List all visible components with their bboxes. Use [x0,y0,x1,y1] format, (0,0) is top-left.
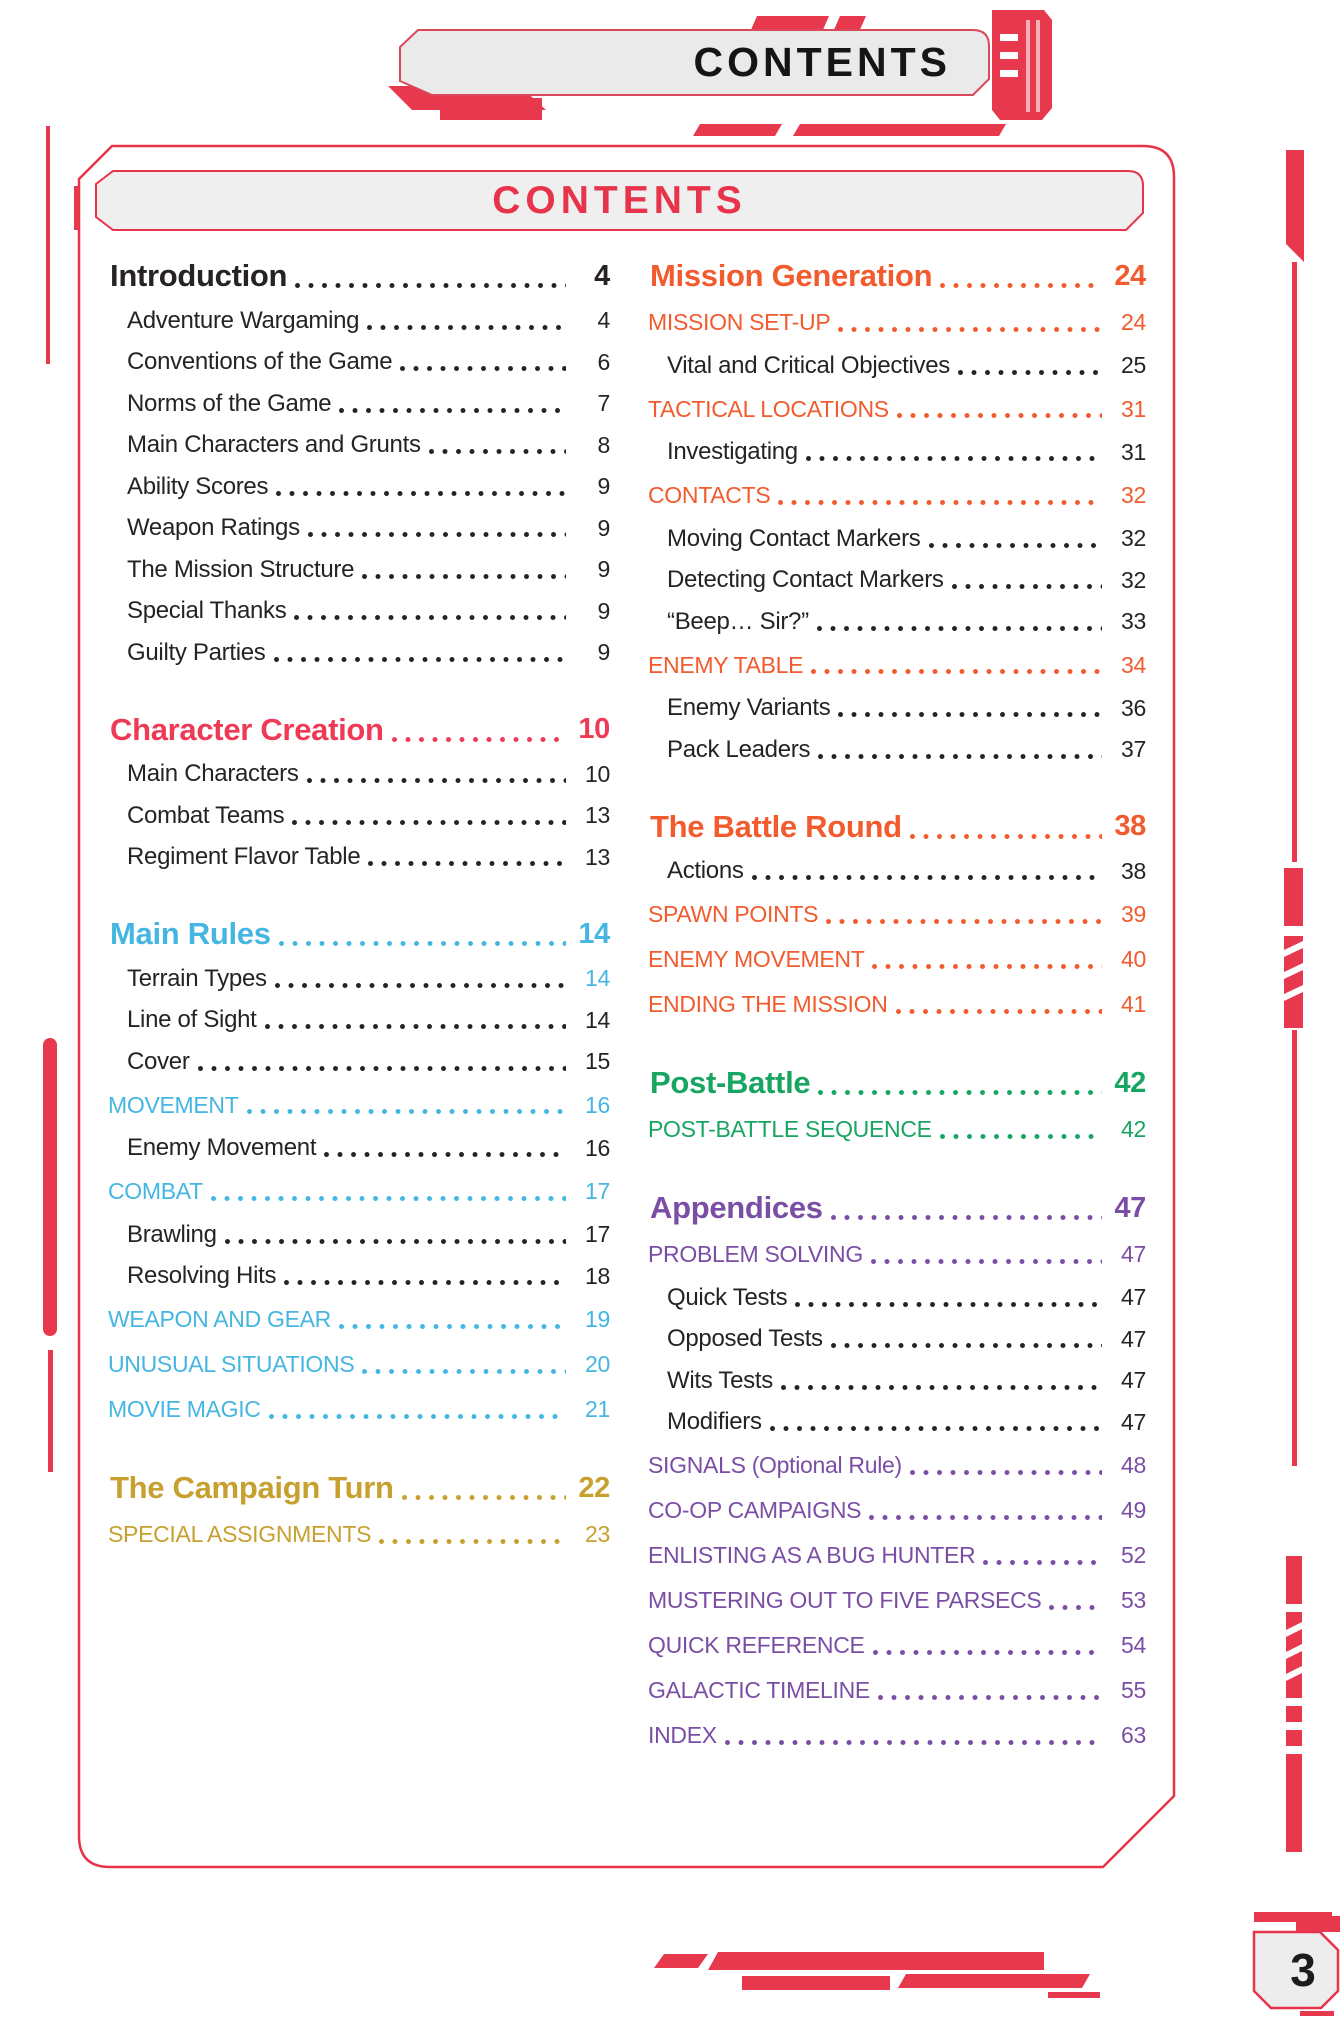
toc-entry-label: Character Creation [110,711,384,747]
toc-entry-page: 9 [597,473,610,500]
toc-entry [108,591,610,633]
toc-entry-label: SPAWN POINTS [648,901,819,927]
toc-entry-label: Introduction [110,258,288,293]
dot-leader [897,413,1102,418]
toc-entry-label: Line of Sight [127,1006,257,1034]
toc-entry-label: TACTICAL LOCATIONS [648,395,889,422]
toc-section [108,910,610,1432]
toc-entry-label: Norms of the Game [127,389,332,417]
toc-entry-label: Appendices [650,1190,823,1225]
dot-leader [873,1650,1102,1655]
toc-entry-page: 63 [1121,1722,1146,1748]
toc-section-header [648,1059,1146,1107]
toc-entry-page: 47 [1114,1191,1146,1224]
toc-entry-page: 31 [1121,438,1146,465]
toc-entry-label: Moving Contact Markers [667,524,921,552]
toc-entry [648,1668,1146,1713]
dot-leader [872,964,1102,969]
toc-section [648,803,1146,1028]
toc-entry-page: 4 [594,259,610,292]
toc-entry [648,892,1146,937]
toc-entry-label: The Battle Round [650,808,902,844]
toc-entry [648,473,1146,518]
dot-leader [806,456,1102,461]
toc-entry-label: The Mission Structure [127,555,355,583]
toc-entry [108,795,610,837]
toc-entry-label: Opposed Tests [667,1325,823,1353]
toc-entry-label: Modifiers [667,1408,762,1436]
toc-entry-label: SPECIAL ASSIGNMENTS [108,1521,372,1547]
toc-entry-page: 18 [585,1262,610,1289]
toc-entry-label: Wits Tests [667,1366,773,1394]
toc-entry-label: Brawling [127,1220,217,1248]
toc-entry [648,1713,1146,1758]
toc-entry-page: 32 [1121,525,1146,552]
toc-entry-label: Cover [127,1047,190,1075]
dot-leader [983,1560,1102,1565]
toc-entry-page: 22 [578,1471,610,1504]
toc-entry [108,632,610,674]
toc-section-header [648,1184,1146,1232]
toc-entry-page: 10 [578,713,610,745]
toc-left-column [108,252,610,1557]
toc-entry [648,1443,1146,1488]
toc-entry [648,1402,1146,1444]
dot-leader [362,1369,566,1374]
toc-entry-page: 6 [597,348,610,375]
toc-entry-page: 47 [1121,1408,1146,1435]
toc-entry-label: Enemy Movement [127,1134,317,1162]
toc-entry-page: 10 [585,760,610,787]
toc-entry-label: Mission Generation [650,258,933,293]
dot-leader [869,1515,1102,1520]
toc-entry [648,1319,1146,1361]
toc-entry-label: POST-BATTLE SEQUENCE [648,1116,932,1142]
dot-leader [295,283,566,288]
toc-section-header [108,1464,610,1512]
toc-entry-label: Regiment Flavor Table [127,843,361,871]
toc-entry [108,300,610,342]
dot-leader [725,1740,1102,1745]
toc-section-header [108,910,610,958]
toc-entry-page: 55 [1121,1677,1146,1703]
toc-entry-label: Guilty Parties [127,638,266,666]
toc-entry-label: PROBLEM SOLVING [648,1241,863,1267]
dot-leader [392,737,566,742]
toc-entry-page: 14 [578,917,610,950]
toc-entry-label: COMBAT [108,1178,203,1204]
dot-leader [198,1066,566,1071]
contents-title: CONTENTS [492,178,747,222]
toc-entry-page: 36 [1121,694,1146,721]
dot-leader [294,615,566,620]
toc-entry-page: 38 [1121,857,1146,884]
toc-entry [108,1214,610,1256]
toc-entry [648,729,1146,771]
toc-entry-page: 25 [1121,352,1146,379]
toc-section-header [648,252,1146,300]
dot-leader [770,1426,1102,1431]
toc-entry-label: Pack Leaders [667,735,811,763]
toc-entry-page: 42 [1121,1116,1146,1142]
dot-leader [367,325,566,330]
toc-entry-label: ENLISTING AS A BUG HUNTER [648,1542,976,1568]
toc-entry [648,1107,1146,1152]
dot-leader [838,712,1102,717]
dot-leader [284,1280,566,1285]
toc-entry [108,754,610,796]
toc-entry-label: Special Thanks [127,597,287,625]
toc-entry-page: 54 [1121,1632,1146,1658]
dot-leader [1049,1605,1102,1610]
toc-entry-label: The Campaign Turn [110,1470,394,1505]
toc-section-header [108,252,610,300]
toc-section-header [648,803,1146,851]
dot-leader [339,408,566,413]
dot-leader [818,754,1102,759]
toc-entry-page: 32 [1121,566,1146,593]
toc-entry-label: MUSTERING OUT TO FIVE PARSECS [648,1587,1042,1613]
toc-entry [108,1000,610,1042]
toc-entry-page: 47 [1121,1284,1146,1311]
toc-entry [648,1277,1146,1319]
toc-entry-page: 48 [1121,1452,1146,1478]
toc-entry-page: 17 [585,1221,610,1248]
toc-entry-page: 24 [1121,309,1146,335]
dot-leader [225,1239,566,1244]
dot-leader [818,1090,1102,1095]
toc-entry-page: 24 [1114,259,1146,292]
toc-entry-label: Quick Tests [667,1283,788,1311]
bookmark-icon [992,10,1052,120]
toc-entry-label: WEAPON AND GEAR [108,1306,331,1332]
toc-entry-label: ENDING THE MISSION [648,991,888,1017]
toc-entry-label: QUICK REFERENCE [648,1632,865,1658]
bottom-decor [654,1952,1100,1998]
toc-entry [648,387,1146,432]
dot-leader [871,1259,1102,1264]
toc-entry-page: 9 [597,597,610,624]
toc-section-header [108,706,610,754]
toc-entry [648,688,1146,730]
toc-entry-label: Actions [667,857,744,885]
toc-entry-label: “Beep… Sir?” [667,607,809,635]
toc-entry-label: Enemy Variants [667,694,831,722]
toc-entry-label: Combat Teams [127,801,285,829]
dot-leader [878,1695,1102,1700]
toc-entry-page: 23 [585,1521,610,1547]
toc-entry [108,1342,610,1387]
toc-section [648,1184,1146,1758]
toc-entry-label: Weapon Ratings [127,514,300,542]
toc-entry-label: UNUSUAL SITUATIONS [108,1351,355,1377]
toc-entry [648,1232,1146,1277]
toc-entry [648,345,1146,387]
dot-leader [247,1109,567,1114]
toc-entry [648,432,1146,474]
toc-entry-label: Post-Battle [650,1065,811,1100]
toc-entry [108,1128,610,1170]
dot-leader [752,875,1102,880]
toc-entry-label: ENEMY MOVEMENT [648,946,865,972]
toc-entry-page: 15 [585,1048,610,1075]
toc-entry-label: MISSION SET-UP [648,309,831,335]
toc-entry-label: Main Characters and Grunts [127,431,421,459]
dot-leader [379,1539,566,1544]
dot-leader [368,861,566,866]
toc-entry-label: MOVIE MAGIC [108,1396,261,1422]
right-rail-decor [1284,150,1304,1852]
toc-entry [648,518,1146,560]
left-rail-decor [43,126,57,1472]
toc-entry [108,508,610,550]
title-bar-left-tick [74,186,79,230]
toc-entry-page: 14 [585,1006,610,1033]
toc-entry-page: 7 [597,390,610,417]
dot-leader [910,834,1102,839]
toc-entry-page: 16 [585,1091,610,1118]
toc-entry-label: INDEX [648,1722,717,1748]
toc-entry-page: 32 [1121,482,1146,508]
toc-entry-page: 40 [1121,946,1146,972]
toc-entry [648,300,1146,345]
toc-entry-label: SIGNALS (Optional Rule) [648,1452,902,1478]
dot-leader [781,1385,1102,1390]
toc-entry [108,1387,610,1432]
toc-entry [648,851,1146,893]
toc-entry-label: Terrain Types [127,964,267,992]
toc-entry-page: 49 [1121,1497,1146,1523]
toc-entry-page: 38 [1114,810,1146,842]
toc-entry-label: Investigating [667,438,798,466]
toc-entry [108,958,610,1000]
dot-leader [324,1152,566,1157]
dot-leader [275,983,566,988]
dot-leader [362,574,566,579]
dot-leader [778,500,1102,505]
dot-leader [308,532,566,537]
dot-leader [910,1470,1102,1475]
toc-section [108,252,610,674]
toc-entry-page: 47 [1121,1325,1146,1352]
toc-entry-page: 13 [585,802,610,829]
toc-entry [648,937,1146,982]
toc-entry-page: 31 [1121,395,1146,422]
toc-entry-page: 20 [585,1351,610,1377]
dot-leader [929,543,1103,548]
toc-entry-page: 53 [1121,1587,1146,1613]
toc-entry [108,1041,610,1083]
toc-entry-label: Vital and Critical Objectives [667,351,950,379]
toc-entry [108,383,610,425]
toc-entry [108,549,610,591]
toc-entry [648,1488,1146,1533]
dot-leader [831,1215,1102,1220]
toc-entry [108,342,610,384]
toc-entry-label: Conventions of the Game [127,348,393,376]
toc-entry-page: 19 [585,1306,610,1332]
toc-entry-page: 13 [585,843,610,870]
toc-entry-page: 33 [1121,608,1146,635]
toc-entry [108,1512,610,1557]
dot-leader [400,366,566,371]
toc-entry [108,1256,610,1298]
dot-leader [307,778,566,783]
page-number: 3 [1290,1944,1316,1996]
toc-entry-label: Main Rules [110,916,271,951]
toc-entry-page: 47 [1121,1367,1146,1394]
toc-entry-page: 21 [585,1396,610,1422]
toc-entry-page: 9 [597,514,610,541]
toc-section [108,1464,610,1557]
toc-entry [648,560,1146,602]
dot-leader [817,626,1102,631]
toc-entry-label: Ability Scores [127,472,269,500]
dot-leader [940,1134,1102,1139]
toc-entry-page: 52 [1121,1542,1146,1568]
dot-leader [795,1302,1102,1307]
toc-entry [648,601,1146,643]
toc-entry-label: ENEMY TABLE [648,651,804,678]
dot-leader [269,1414,566,1419]
toc-section [648,252,1146,771]
toc-section [648,1059,1146,1152]
toc-entry-page: 37 [1121,736,1146,763]
dot-leader [838,327,1102,332]
dot-leader [279,941,566,946]
dot-leader [940,283,1102,288]
dot-leader [826,919,1102,924]
toc-entry-page: 4 [597,307,610,334]
toc-entry-page: 16 [585,1134,610,1161]
toc-entry-page: 47 [1121,1241,1146,1267]
toc-entry [108,1083,610,1128]
dot-leader [896,1009,1102,1014]
toc-entry-label: Main Characters [127,760,299,788]
toc-entry [108,837,610,879]
dot-leader [811,669,1102,674]
dot-leader [339,1324,566,1329]
toc-entry [648,1623,1146,1668]
dot-leader [958,370,1102,375]
toc-entry-label: Resolving Hits [127,1262,277,1290]
dot-leader [292,820,566,825]
dot-leader [265,1024,566,1029]
dot-leader [831,1343,1102,1348]
toc-right-column [648,252,1146,1758]
toc-entry-page: 34 [1121,651,1146,678]
toc-entry-label: CO-OP CAMPAIGNS [648,1497,862,1523]
toc-entry-page: 39 [1121,901,1146,927]
toc-entry-label: GALACTIC TIMELINE [648,1677,870,1703]
toc-entry [648,643,1146,688]
toc-entry-page: 8 [597,431,610,458]
toc-entry [648,1533,1146,1578]
toc-entry [648,1360,1146,1402]
dot-leader [274,657,566,662]
dot-leader [276,491,566,496]
toc-entry [648,1578,1146,1623]
toc-entry-page: 9 [597,556,610,583]
top-banner-title: CONTENTS [693,39,951,85]
toc-entry [108,466,610,508]
toc-entry-page: 41 [1121,991,1146,1017]
toc-entry [108,1169,610,1214]
toc-entry-page: 17 [585,1178,610,1204]
toc-section [108,706,610,879]
dot-leader [402,1495,566,1500]
dot-leader [952,584,1102,589]
toc-entry-label: Adventure Wargaming [127,306,360,334]
toc-entry-page: 42 [1114,1066,1146,1099]
toc-entry-page: 14 [585,965,610,992]
toc-entry-label: Detecting Contact Markers [667,566,944,594]
toc-entry-label: CONTACTS [648,482,771,508]
toc-entry-label: MOVEMENT [108,1091,239,1118]
toc-entry [108,425,610,467]
toc-entry-page: 9 [597,639,610,666]
dot-leader [429,449,566,454]
toc-entry [108,1297,610,1342]
toc-entry [648,982,1146,1027]
dot-leader [211,1196,566,1201]
